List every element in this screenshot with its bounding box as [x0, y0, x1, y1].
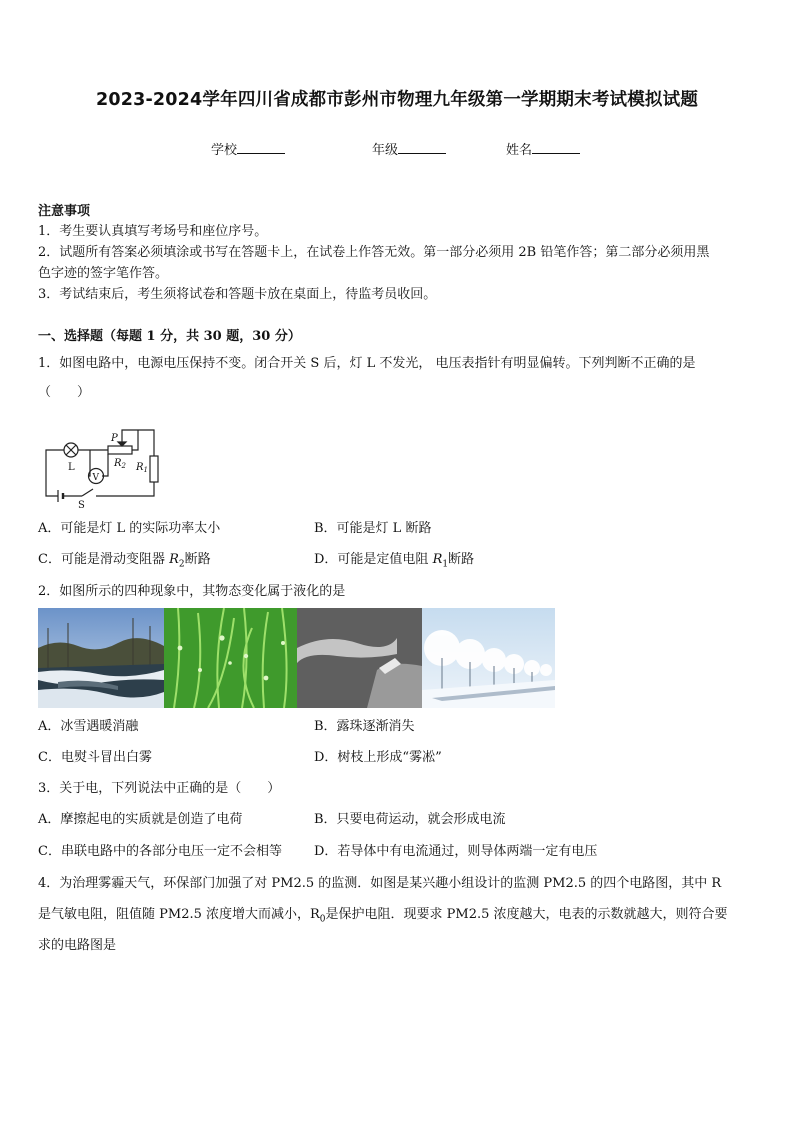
notice-item: 1．考生要认真填写考场号和座位序号。 [38, 224, 268, 239]
q2-option-a: A．冰雪遇暖消融 [38, 719, 139, 734]
name-label: 姓名 [506, 143, 533, 158]
photo-iron-steam [297, 608, 422, 708]
q2-option-b: B．露珠逐渐消失 [314, 719, 415, 734]
name-blank [532, 141, 580, 154]
grade-label: 年级 [372, 143, 399, 158]
page-title: 2023-2024学年四川省成都市彭州市物理九年级第一学期期末考试模拟试题 [95, 90, 699, 110]
q4-line-3: 求的电路图是 [38, 938, 117, 953]
q1-switch-label: S [78, 500, 85, 510]
q1-voltmeter-label: V [92, 473, 99, 483]
q1-option-b: B．可能是灯 L 断路 [314, 521, 432, 536]
photo-melting-snow [38, 608, 164, 708]
notice-item: 色字迹的签字笔作答。 [38, 266, 169, 281]
q3-option-a: A．摩擦起电的实质就是创造了电荷 [38, 812, 243, 827]
school-label: 学校 [211, 143, 238, 158]
q3-option-b: B．只要电荷运动，就会形成电流 [314, 812, 506, 827]
q2-stem: 2．如图所示的四种现象中，其物态变化属于液化的是 [38, 584, 346, 599]
q2-option-c: C．电熨斗冒出白雾 [38, 750, 152, 765]
q1-option-c: C．可能是滑动变阻器 $R_2$断路 [38, 552, 211, 570]
q4-line-1: 4．为治理雾霾天气，环保部门加强了对 PM2.5 的监测．如图是某兴趣小组设计的监测 PM2.5 的四个电路图，其中 R [38, 876, 722, 891]
school-blank [237, 141, 285, 154]
q1-lamp-label: L [68, 462, 75, 473]
q1-option-a: A．可能是灯 L 的实际功率太小 [38, 521, 221, 536]
photo-dew-grass [164, 608, 297, 708]
grade-blank [398, 141, 446, 154]
notice-heading: 注意事项 [38, 204, 91, 219]
q1-stem: 1．如图电路中，电源电压保持不变。闭合开关 S 后，灯 L 不发光， 电压表指针有明显偏转。下列判断不正确的是 [38, 356, 696, 371]
section-heading: 一、选择题（每题 1 分，共 30 题，30 分） [38, 329, 301, 344]
q2-option-d: D．树枝上形成“雾凇” [314, 750, 442, 765]
q1-paren: （ ） [38, 385, 91, 400]
q1-option-d: D．可能是定值电阻 $R_1$断路 [314, 552, 475, 570]
q1-slider-label: P [111, 433, 118, 444]
q3-stem: 3．关于电，下列说法中正确的是（ ） [38, 781, 281, 796]
q1-circuit-diagram [38, 424, 166, 510]
notice-item: 3．考试结束后，考生须将试卷和答题卡放在桌面上，待监考员收回。 [38, 287, 437, 302]
grade-field [372, 141, 446, 160]
notice-item: 2．试题所有答案必须填涂或书写在答题卡上，在试卷上作答无效。第一部分必须用 2B 铅笔作答；第二部分必须用黑 [38, 245, 710, 260]
q4-line-2: 是气敏电阻，阻值随 PM2.5 浓度增大而减小，$R_0$是保护电阻．现要求 PM2.5 浓度越大，电表的示数就越大，则符合要 [38, 907, 728, 925]
q3-option-c: C．串联电路中的各部分电压一定不会相等 [38, 844, 282, 859]
photo-rime-trees [422, 608, 555, 708]
q3-option-d: D．若导体中有电流通过，则导体两端一定有电压 [314, 844, 598, 859]
q1-r1-label: $R_1$ [136, 462, 148, 474]
q1-r2-label: $R_2$ [114, 458, 126, 470]
name-field [506, 141, 580, 160]
school-field [211, 141, 285, 160]
